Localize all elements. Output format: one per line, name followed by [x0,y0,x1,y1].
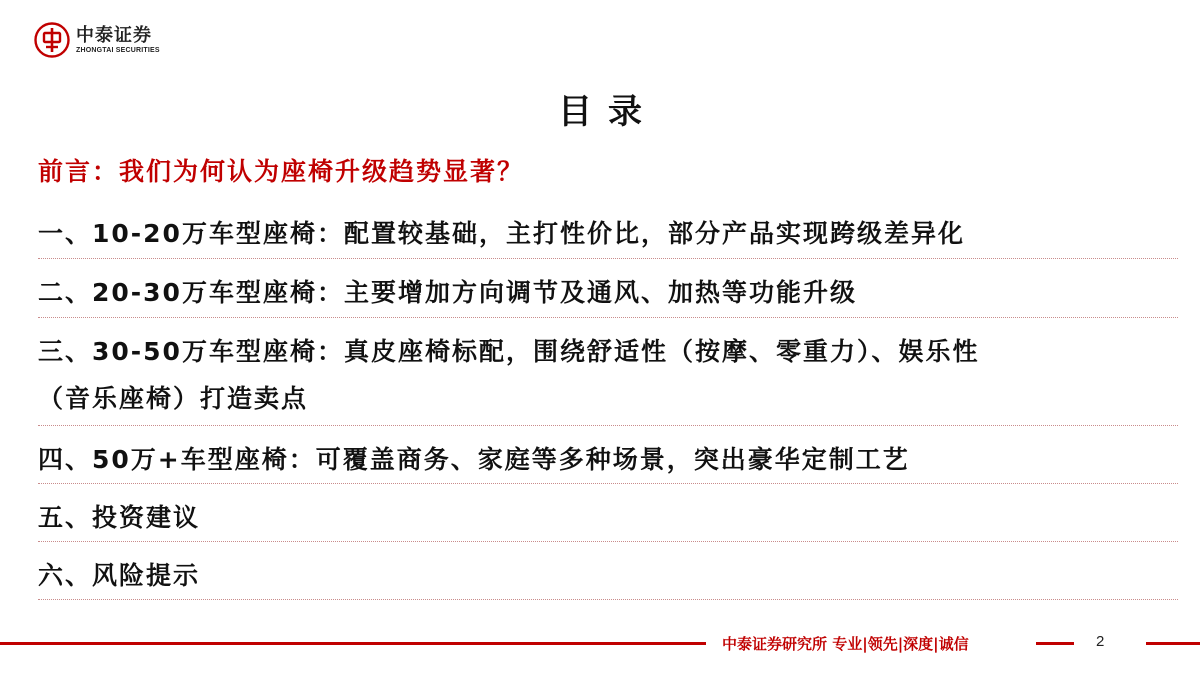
toc-intro: 前言：我们为何认为座椅升级趋势显著？ [38,157,525,186]
footer-divider-mid [1036,642,1074,645]
logo-name-en: ZHONGTAI SECURITIES [76,46,160,54]
footer-divider-right [1146,642,1200,645]
toc-item-2: 二、20-30万车型座椅：主要增加方向调节及通风、加热等功能升级 [38,259,1178,318]
footer-divider-left [0,642,706,645]
page-title: 目录 [558,92,658,132]
toc-item-3-continued: （音乐座椅）打造卖点 [38,377,1178,426]
toc-item-4: 四、50万+车型座椅：可覆盖商务、家庭等多种场景，突出豪华定制工艺 [38,426,1178,484]
toc-item-1: 一、10-20万车型座椅：配置较基础，主打性价比，部分产品实现跨级差异化 [38,200,1178,259]
company-logo [34,22,160,58]
zhongtai-logo-icon [34,22,70,58]
table-of-contents [38,140,1178,600]
page-number: 2 [1096,633,1105,650]
toc-item-5: 五、投资建议 [38,484,1178,542]
logo-name-cn: 中泰证券 [76,24,152,46]
footer-slogan: 中泰证券研究所 专业|领先|深度|诚信 [722,635,969,653]
toc-item-6: 六、风险提示 [38,542,1178,600]
toc-item-3: 三、30-50万车型座椅：真皮座椅标配，围绕舒适性（按摩、零重力）、娱乐性 [38,337,980,366]
